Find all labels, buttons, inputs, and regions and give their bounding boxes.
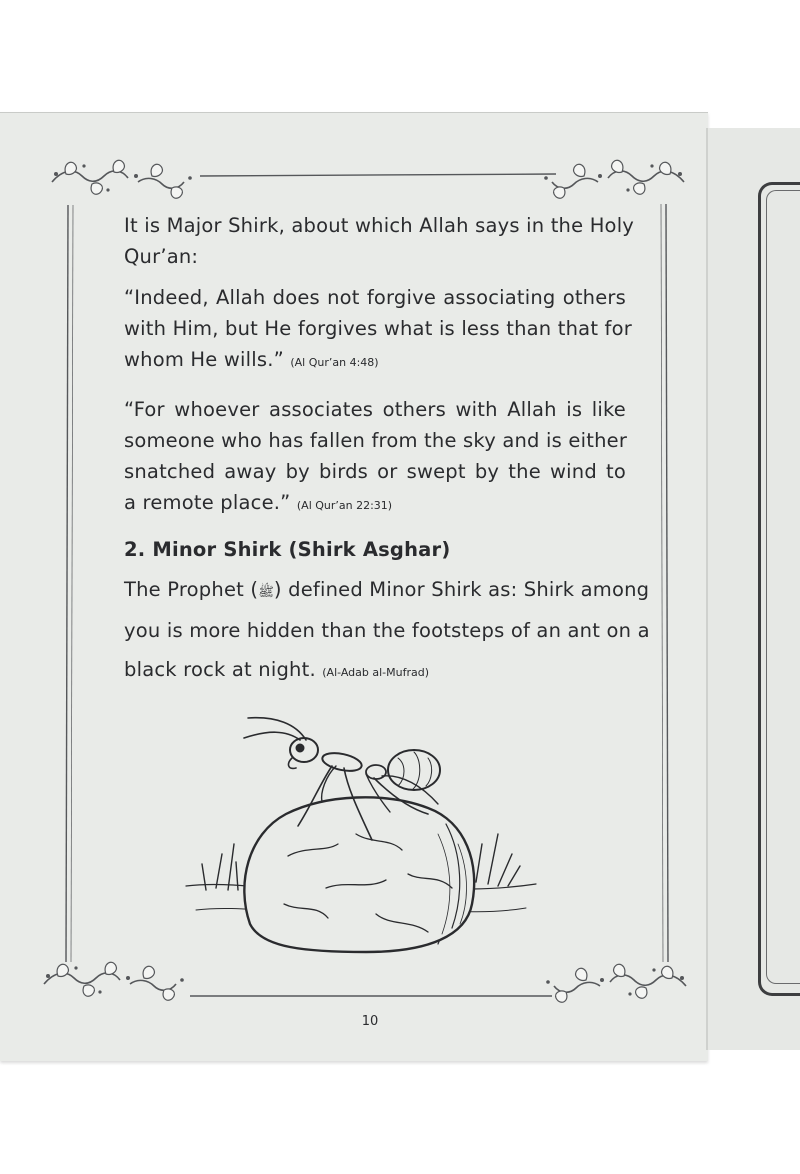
quote2-line-4: a remote place.” <box>124 491 291 514</box>
quote2-line-3: snatched away by birds or swept by the wind to <box>124 460 626 483</box>
quote2-line-1: “For whoever associates others with Allah is like <box>124 398 626 421</box>
quote2-line-2: someone who has fallen from the sky and is either <box>124 429 628 452</box>
section-heading: 2. Minor Shirk (Shirk Asghar) <box>124 538 451 561</box>
ant-on-rock-illustration <box>176 704 556 968</box>
minor-line-1: The Prophet (ﷺ) defined Minor Shirk as: Shirk among <box>124 578 650 601</box>
intro-line-1: It is Major Shirk, about which Allah says in the Holy <box>124 214 635 237</box>
quote1-line-3: whom He wills.” <box>124 348 284 371</box>
page-number: 10 <box>361 1014 379 1029</box>
minor-shirk-paragraph <box>124 578 650 681</box>
quote1-line-1: “Indeed, Allah does not forgive associating others <box>124 286 626 309</box>
quran-quote-22-31 <box>124 398 626 514</box>
quran-quote-4-48 <box>124 286 632 371</box>
right-page-frame-inner <box>766 190 800 984</box>
quote2-reference: (Al Qur’an 22:31) <box>296 499 393 512</box>
minor-line-3: black rock at night. <box>124 658 316 681</box>
minor-line-2: you is more hidden than the footsteps of an ant on a <box>124 619 650 642</box>
quote1-line-2: with Him, but He forgives what is less than that for <box>124 317 632 340</box>
intro-line-2: Qur’an: <box>124 245 199 268</box>
intro-paragraph <box>124 214 635 268</box>
pbuh-symbol: ﷺ <box>258 585 274 600</box>
adab-reference: (Al-Adab al-Mufrad) <box>322 666 430 679</box>
quote1-reference: (Al Qur’an 4:48) <box>290 356 379 369</box>
